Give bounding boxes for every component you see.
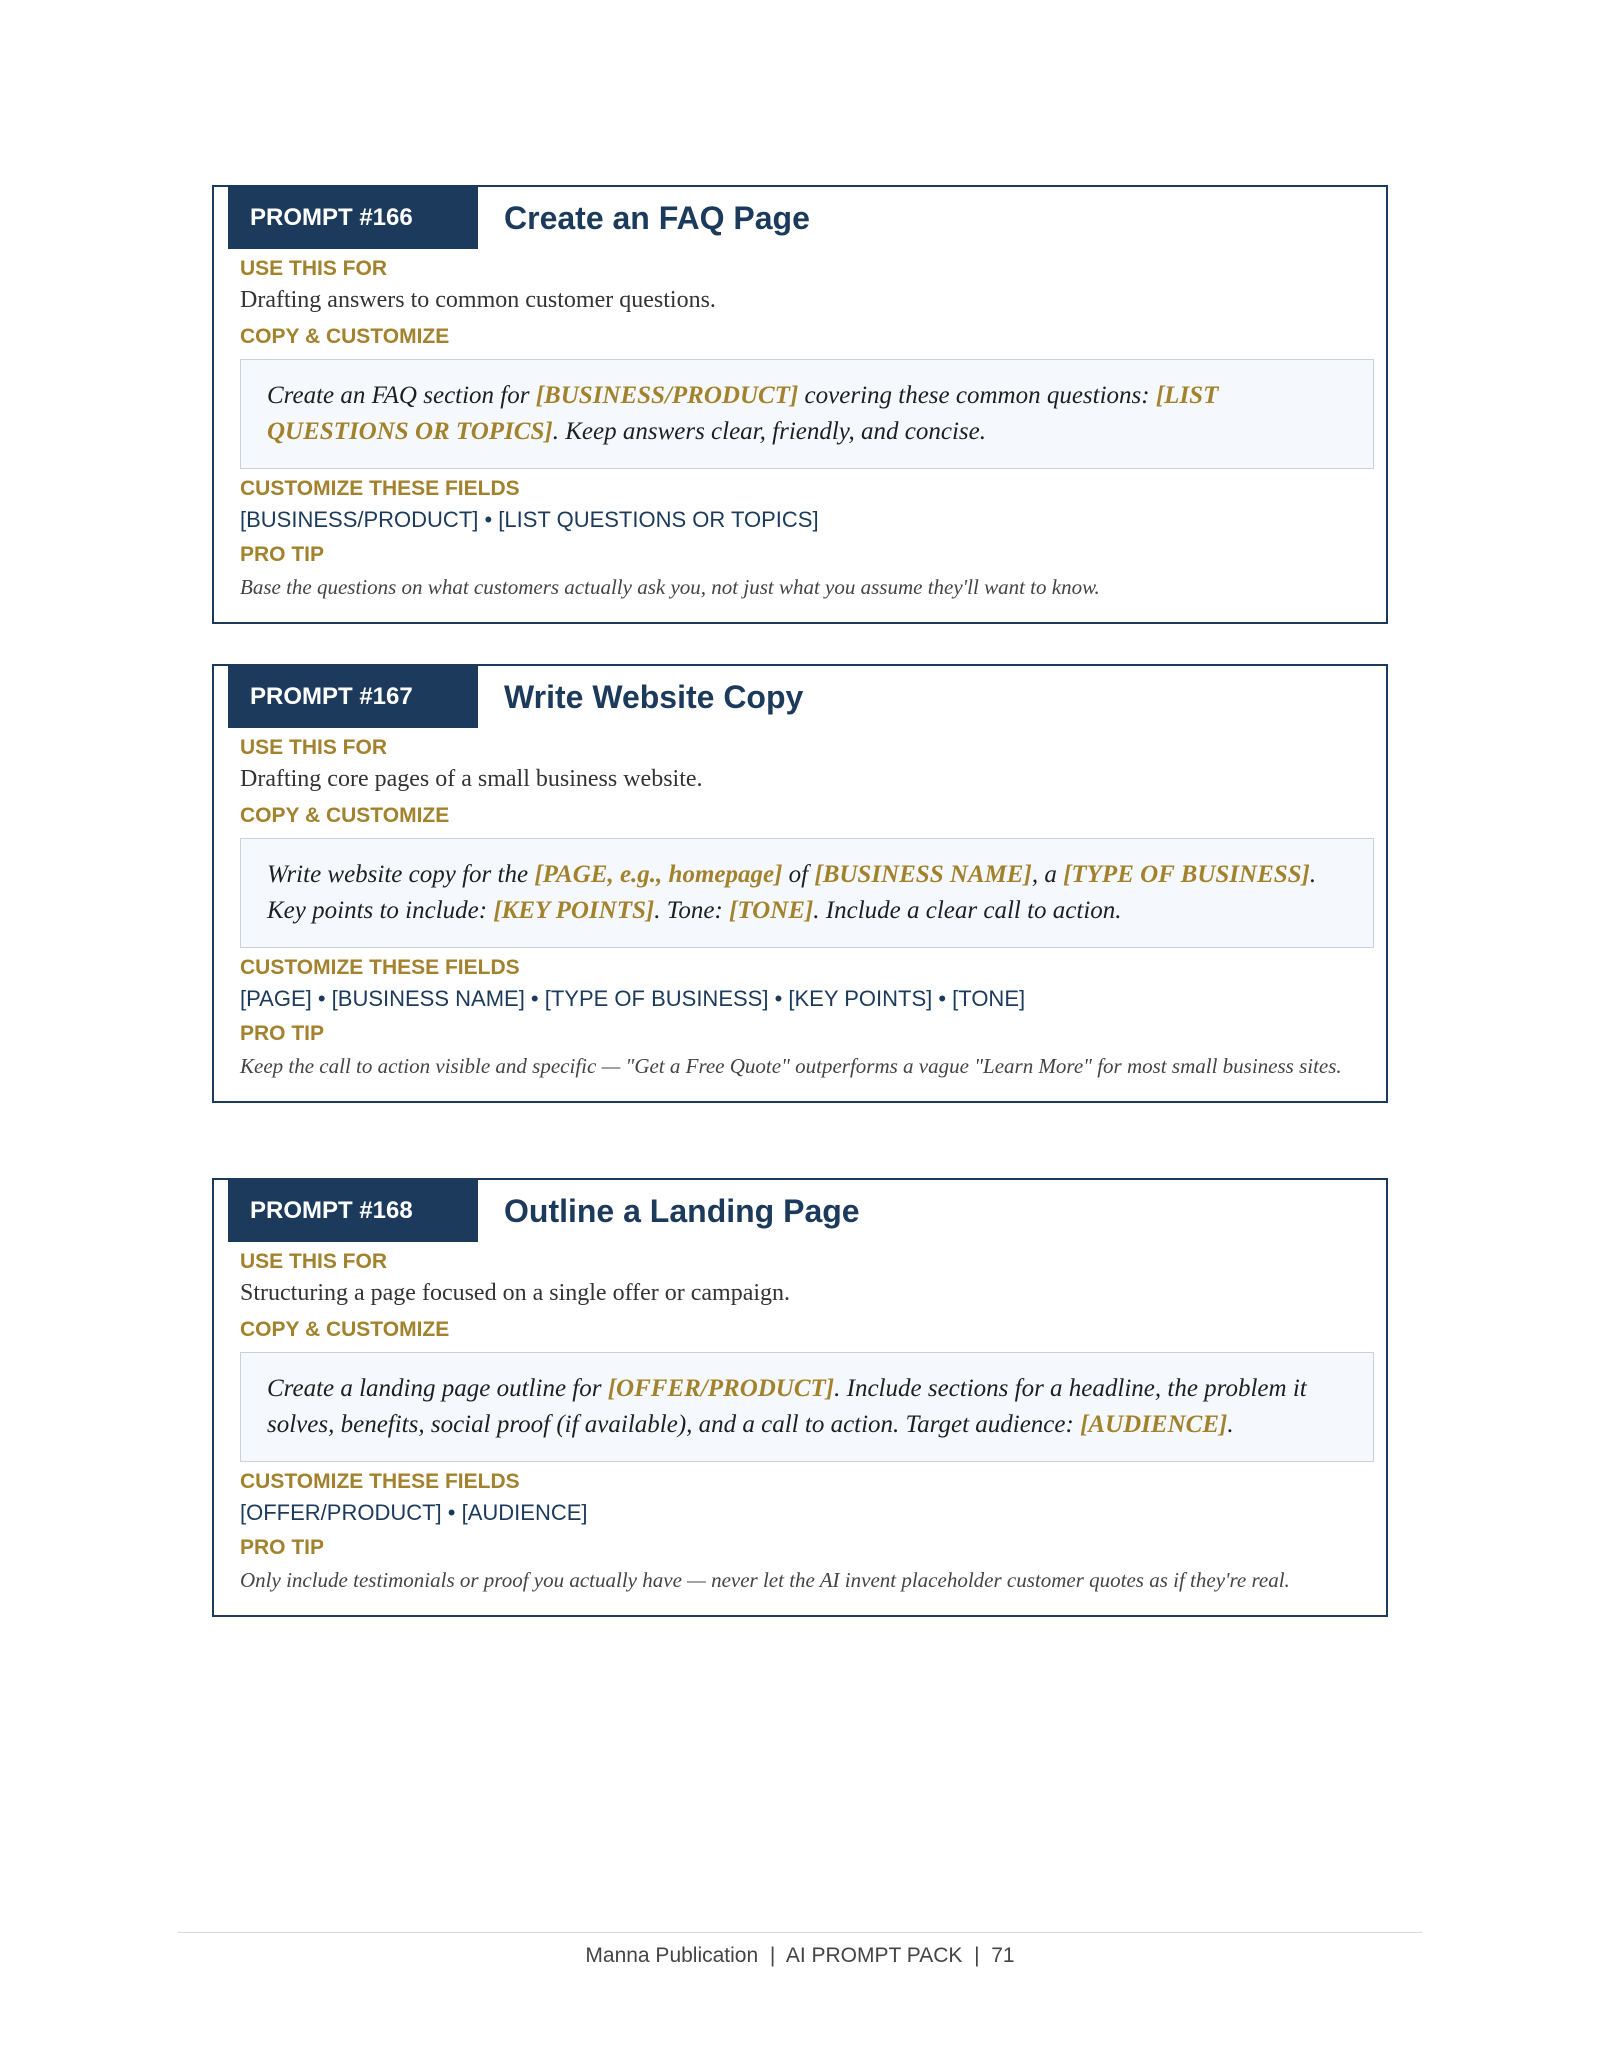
use-this-for-label: USE THIS FOR (240, 1250, 388, 1273)
placeholder-field: [LIST QUESTIONS OR TOPICS] (267, 382, 1219, 445)
prompt-badge: PROMPT #167 (228, 666, 478, 728)
prompt-segment: Write website copy for the (267, 861, 535, 888)
use-this-for-label: USE THIS FOR (240, 257, 388, 280)
customize-fields-list: [OFFER/PRODUCT] • [AUDIENCE] (240, 1500, 588, 1525)
prompt-card-166 (212, 185, 1388, 624)
prompt-segment: of (782, 861, 815, 888)
pro-tip-label: PRO TIP (240, 543, 325, 566)
prompt-segment: . Include sections for a headline, the problem it solves, benefits, social proof (if available), and a call to action. Target audience: (267, 1375, 1307, 1438)
footer-publisher: Manna Publication (585, 1944, 759, 1967)
use-this-for-text: Structuring a page focused on a single offer or campaign. (240, 1280, 791, 1306)
copy-customize-label: COPY & CUSTOMIZE (240, 804, 450, 827)
pro-tip-label: PRO TIP (240, 1536, 325, 1559)
prompt-segment: , a (1031, 861, 1064, 888)
card-header (214, 1180, 1386, 1242)
prompt-segment: . Key points to include: (267, 861, 1317, 924)
prompt-title: Write Website Copy (504, 679, 804, 715)
footer-pack-name: AI PROMPT PACK (785, 1944, 963, 1967)
use-this-for-text: Drafting answers to common customer questions. (240, 287, 716, 313)
footer-separator: | (764, 1944, 782, 1967)
prompt-segment: . Tone: (654, 897, 730, 924)
prompt-badge: PROMPT #166 (228, 187, 478, 249)
copy-customize-label: COPY & CUSTOMIZE (240, 325, 450, 348)
prompt-text-box[interactable] (240, 1352, 1374, 1462)
pro-tip-text: Only include testimonials or proof you actually have — never let the AI invent placeholder customer quotes as if they're real. (240, 1568, 1290, 1592)
page-footer (0, 1944, 1600, 1968)
prompt-badge: PROMPT #168 (228, 1180, 478, 1242)
placeholder-field: [TYPE OF BUSINESS] (1063, 861, 1310, 888)
pro-tip-label: PRO TIP (240, 1022, 325, 1045)
prompt-segment: . Include a clear call to action. (813, 897, 1122, 924)
card-header (214, 666, 1386, 728)
prompt-segment: . Keep answers clear, friendly, and concise. (552, 418, 986, 445)
prompt-card-168 (212, 1178, 1388, 1617)
pro-tip-text: Base the questions on what customers actually ask you, not just what you assume they'll want to know. (240, 575, 1100, 599)
prompt-title: Create an FAQ Page (504, 200, 810, 236)
prompt-text-box[interactable] (240, 359, 1374, 469)
prompt-segment: covering these common questions: (798, 382, 1156, 409)
pro-tip-text: Keep the call to action visible and specific — "Get a Free Quote" outperforms a vague "Learn More" for most small business sites. (240, 1054, 1342, 1078)
footer-divider (178, 1932, 1422, 1933)
copy-customize-label: COPY & CUSTOMIZE (240, 1318, 450, 1341)
placeholder-field: [TONE] (729, 897, 814, 924)
use-this-for-text: Drafting core pages of a small business website. (240, 766, 703, 792)
placeholder-field: [AUDIENCE] (1080, 1411, 1228, 1438)
placeholder-field: [PAGE, e.g., homepage] (534, 861, 783, 888)
prompt-segment: . (1227, 1411, 1234, 1438)
placeholder-field: [BUSINESS/PRODUCT] (535, 382, 799, 409)
prompt-text-box[interactable] (240, 838, 1374, 948)
customize-fields-label: CUSTOMIZE THESE FIELDS (240, 956, 520, 979)
placeholder-field: [OFFER/PRODUCT] (607, 1375, 835, 1402)
use-this-for-label: USE THIS FOR (240, 736, 388, 759)
prompt-segment: Create an FAQ section for (267, 382, 536, 409)
prompt-segment: Create a landing page outline for (267, 1375, 608, 1402)
placeholder-field: [KEY POINTS] (493, 897, 655, 924)
customize-fields-label: CUSTOMIZE THESE FIELDS (240, 477, 520, 500)
footer-separator: | (968, 1944, 986, 1967)
customize-fields-label: CUSTOMIZE THESE FIELDS (240, 1470, 520, 1493)
prompt-card-167 (212, 664, 1388, 1103)
customize-fields-list: [BUSINESS/PRODUCT] • [LIST QUESTIONS OR TOPICS] (240, 507, 819, 532)
prompt-title: Outline a Landing Page (504, 1193, 860, 1229)
card-header (214, 187, 1386, 249)
customize-fields-list: [PAGE] • [BUSINESS NAME] • [TYPE OF BUSINESS] • [KEY POINTS] • [TONE] (240, 986, 1026, 1011)
page-number: 71 (991, 1944, 1015, 1967)
placeholder-field: [BUSINESS NAME] (814, 861, 1032, 888)
